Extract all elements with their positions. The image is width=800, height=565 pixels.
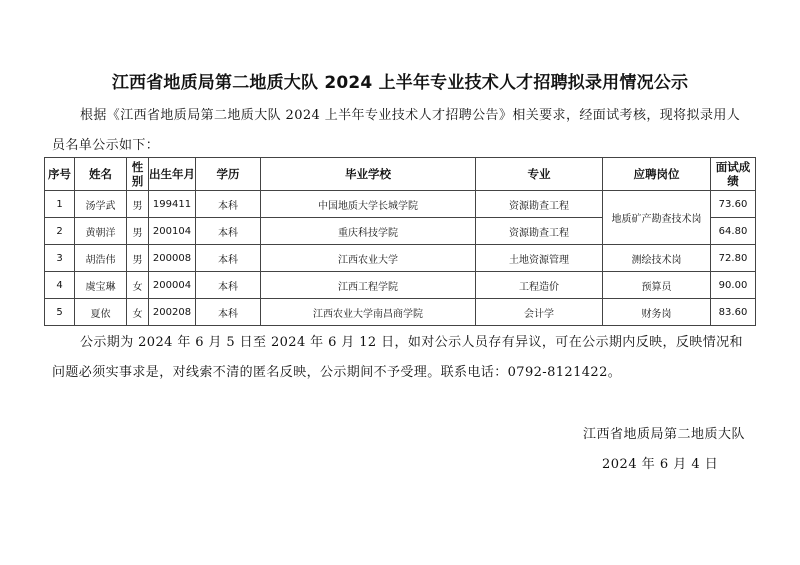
- table-row: [45, 191, 756, 218]
- cell-gender: 男: [127, 191, 149, 218]
- cell-score: 64.80: [711, 218, 756, 245]
- cell-education: 本科: [196, 245, 261, 272]
- cell-seq: 2: [45, 218, 75, 245]
- cell-school: 江西工程学院: [261, 272, 476, 299]
- cell-gender: 男: [127, 245, 149, 272]
- header-position: 应聘岗位: [603, 158, 711, 191]
- cell-seq: 5: [45, 299, 75, 326]
- cell-seq: 1: [45, 191, 75, 218]
- cell-seq: 4: [45, 272, 75, 299]
- signature-date: 2024 年 6 月 4 日: [602, 457, 719, 472]
- header-name: 姓名: [75, 158, 127, 191]
- cell-education: 本科: [196, 191, 261, 218]
- cell-score: 83.60: [711, 299, 756, 326]
- cell-birth: 200004: [149, 272, 196, 299]
- header-seq: 序号: [45, 158, 75, 191]
- cell-gender: 女: [127, 299, 149, 326]
- header-school: 毕业学校: [261, 158, 476, 191]
- notice-paragraph: 公示期为 2024 年 6 月 5 日至 2024 年 6 月 12 日，如对公示人员存有异议，可在公示期内反映，反映情况和问题必须实事求是，对线索不清的匿名反映，公示期间不予受理。联系电话：0792-8121422。: [52, 335, 743, 380]
- candidate-table: [44, 157, 756, 326]
- cell-major: 土地资源管理: [476, 245, 603, 272]
- cell-position: 财务岗: [603, 299, 711, 326]
- table-header-row: [45, 158, 756, 191]
- cell-gender: 男: [127, 218, 149, 245]
- cell-name: 夏依: [75, 299, 127, 326]
- header-education: 学历: [196, 158, 261, 191]
- table-row: [45, 299, 756, 326]
- cell-name: 黄朝洋: [75, 218, 127, 245]
- cell-birth: 200104: [149, 218, 196, 245]
- cell-score: 72.80: [711, 245, 756, 272]
- cell-school: 江西农业大学南昌商学院: [261, 299, 476, 326]
- cell-name: 汤学武: [75, 191, 127, 218]
- cell-school: 重庆科技学院: [261, 218, 476, 245]
- cell-position: 预算员: [603, 272, 711, 299]
- cell-major: 工程造价: [476, 272, 603, 299]
- cell-name: 胡浩伟: [75, 245, 127, 272]
- cell-birth: 199411: [149, 191, 196, 218]
- cell-score: 73.60: [711, 191, 756, 218]
- cell-school: 中国地质大学长城学院: [261, 191, 476, 218]
- cell-name: 虞宝琳: [75, 272, 127, 299]
- cell-school: 江西农业大学: [261, 245, 476, 272]
- cell-birth: 200008: [149, 245, 196, 272]
- cell-gender: 女: [127, 272, 149, 299]
- header-score: 面试成绩: [711, 158, 756, 191]
- cell-major: 会计学: [476, 299, 603, 326]
- cell-position: 测绘技术岗: [603, 245, 711, 272]
- cell-education: 本科: [196, 299, 261, 326]
- candidate-table-wrapper: [44, 157, 755, 326]
- cell-score: 90.00: [711, 272, 756, 299]
- table-row: [45, 272, 756, 299]
- cell-education: 本科: [196, 218, 261, 245]
- header-gender: 性别: [127, 158, 149, 191]
- signature-organization: 江西省地质局第二地质大队: [583, 427, 746, 442]
- cell-birth: 200208: [149, 299, 196, 326]
- cell-seq: 3: [45, 245, 75, 272]
- table-row: [45, 245, 756, 272]
- document-title: 江西省地质局第二地质大队 2024 上半年专业技术人才招聘拟录用情况公示: [111, 73, 689, 93]
- intro-paragraph: 根据《江西省地质局第二地质大队 2024 上半年专业技术人才招聘公告》相关要求，经面试考核，现将拟录用人员名单公示如下：: [52, 108, 741, 153]
- cell-position: 地质矿产勘查技术岗: [603, 191, 711, 245]
- cell-education: 本科: [196, 272, 261, 299]
- cell-major: 资源勘查工程: [476, 191, 603, 218]
- header-major: 专业: [476, 158, 603, 191]
- cell-major: 资源勘查工程: [476, 218, 603, 245]
- header-birth: 出生年月: [149, 158, 196, 191]
